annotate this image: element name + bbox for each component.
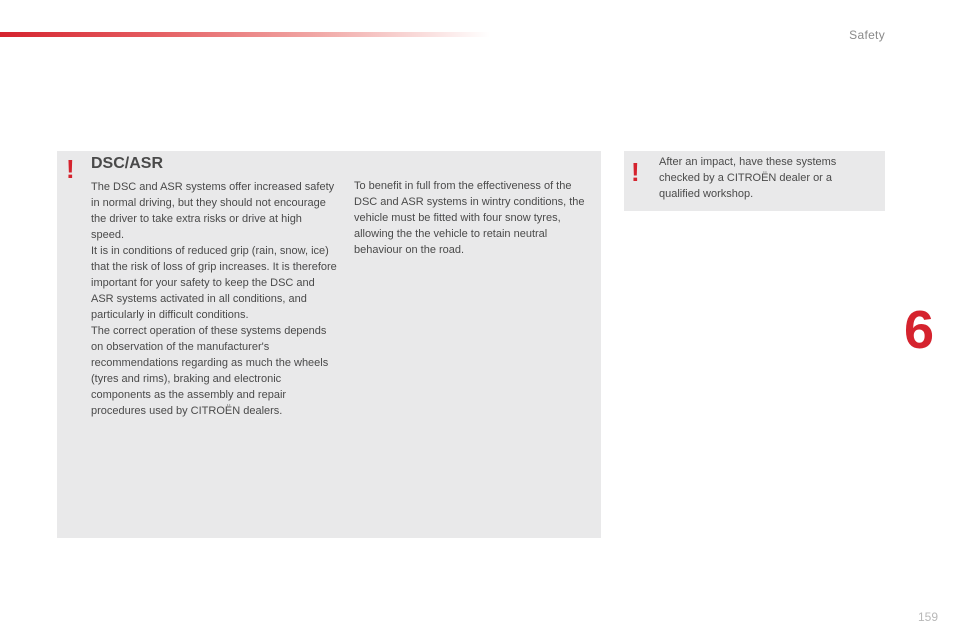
- page-number: 159: [917, 610, 938, 624]
- chapter-number: 6: [904, 300, 935, 360]
- paragraph: It is in conditions of reduced grip (rain, snow, ice) that the risk of loss of grip increases. It is therefore important for your safety to keep the DSC and ASR systems activated in all conditions, and particularly in difficult conditions.: [91, 245, 337, 321]
- warning-exclamation-icon: !: [66, 154, 75, 184]
- dsc-asr-warning-panel: [57, 151, 601, 538]
- side-panel-text: After an impact, have these systems checked by a CITROËN dealer or a qualified workshop.: [659, 156, 837, 200]
- panel-heading: DSC/ASR: [91, 155, 164, 172]
- paragraph: The DSC and ASR systems offer increased safety in normal driving, but they should not encourage the driver to take extra risks or drive at high speed.: [91, 181, 335, 241]
- after-impact-warning-panel: [624, 151, 885, 211]
- panel-text-column-2: [354, 178, 590, 258]
- paragraph: The correct operation of these systems depends on observation of the manufacturer's recommendations regarding as much the wheels (tyres and rims), braking and electronic components as the assembly and repair procedures used by CITROËN dealers.: [91, 325, 329, 417]
- warning-exclamation-icon: !: [631, 157, 640, 187]
- header-accent-rule: [0, 32, 490, 37]
- panel-text-column-1: [91, 179, 337, 419]
- paragraph: To benefit in full from the effectiveness of the DSC and ASR systems in wintry conditions, the vehicle must be fitted with four snow tyres, allowing the the vehicle to retain neutral behaviour on the road.: [354, 180, 585, 256]
- section-title: Safety: [849, 28, 885, 42]
